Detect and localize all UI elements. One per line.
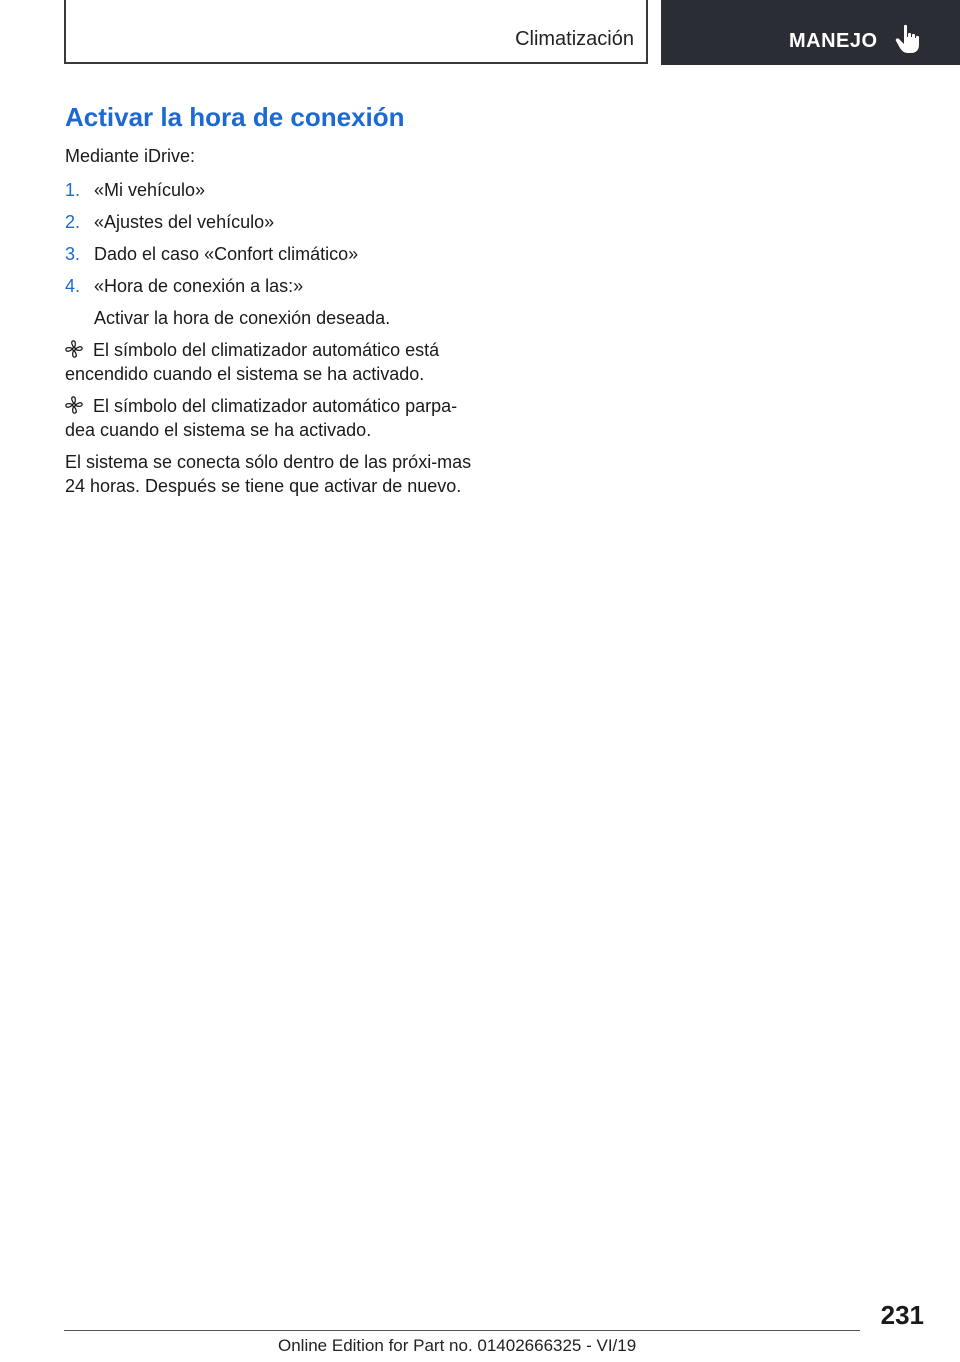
list-item bbox=[65, 274, 485, 298]
chapter-tab-label: MANEJO bbox=[789, 30, 878, 52]
steps-list bbox=[65, 178, 485, 298]
fan-icon bbox=[65, 396, 83, 414]
pointing-hand-icon bbox=[895, 24, 921, 54]
main-content bbox=[65, 100, 485, 506]
section-heading: Activar la hora de conexión bbox=[65, 102, 405, 132]
step-text: «Hora de conexión a las:» bbox=[94, 276, 304, 296]
step-number: 1. bbox=[65, 180, 81, 200]
chapter-tab[interactable] bbox=[661, 0, 960, 65]
fan-icon bbox=[65, 340, 83, 358]
page-number: 231 bbox=[880, 1300, 924, 1330]
paragraph-symbol-flashing bbox=[65, 394, 485, 442]
paragraph-symbol-on bbox=[65, 338, 485, 386]
footer-divider bbox=[64, 1330, 860, 1331]
step-note: Activar la hora de conexión deseada. bbox=[94, 308, 391, 328]
list-item bbox=[65, 242, 485, 266]
header-section-box bbox=[64, 0, 648, 64]
intro-text: Mediante iDrive: bbox=[65, 146, 196, 166]
list-item bbox=[65, 210, 485, 234]
section-title: Climatización bbox=[515, 28, 634, 50]
step-text: Dado el caso «Confort climático» bbox=[94, 244, 359, 264]
paragraph-activation-window: El sistema se conecta sólo dentro de las próxi-mas 24 horas. Después se tiene que activar de nuevo. bbox=[65, 452, 472, 496]
step-number: 4. bbox=[65, 276, 81, 296]
paragraph-text: El símbolo del climatizador automático está encendido cuando el sistema se ha activado. bbox=[65, 340, 440, 384]
step-number: 3. bbox=[65, 244, 81, 264]
list-item bbox=[65, 178, 485, 202]
paragraph-text: El símbolo del climatizador automático parpa-dea cuando el sistema se ha activado. bbox=[65, 396, 458, 440]
step-number: 2. bbox=[65, 212, 81, 232]
step-text: «Ajustes del vehículo» bbox=[94, 212, 275, 232]
step-text: «Mi vehículo» bbox=[94, 180, 206, 200]
footer-edition-text: Online Edition for Part no. 01402666325 - VI/19 bbox=[278, 1336, 637, 1355]
